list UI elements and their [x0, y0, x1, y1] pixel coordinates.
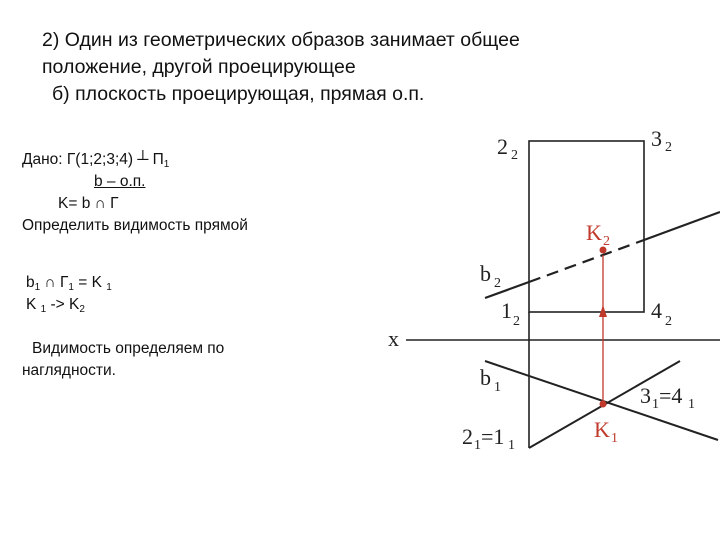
label-4-1-sub: 1: [688, 397, 695, 412]
note-line-2: наглядности.: [22, 362, 116, 379]
step2-k2-sub: 2: [79, 304, 85, 315]
step1-gamma-sub: 1: [68, 282, 74, 293]
label-x-axis: x: [388, 326, 399, 351]
note-line-1: Видимость определяем по: [32, 340, 225, 357]
title-line-1: 2) Один из геометрических образов занимает общее: [42, 29, 520, 51]
title-line-3: б) плоскость проецирующая, прямая о.п.: [52, 83, 425, 105]
title-line-2: положение, другой проецирующее: [42, 56, 356, 78]
label-3-1-sub: 1: [652, 397, 659, 412]
label-b1: b: [480, 365, 491, 390]
label-K2: K: [586, 220, 602, 245]
given-dano: Дано: Г(1;2;3;4): [22, 151, 138, 168]
step1-k: = K: [73, 274, 107, 291]
step2-k1: K: [26, 296, 41, 313]
step1-gamma: ∩ Г: [40, 274, 69, 291]
label-1-2-sub: 2: [513, 314, 520, 329]
given-line-4: Определить видимость прямой: [22, 217, 248, 234]
label-1-1-sub: 1: [508, 438, 515, 453]
step2-k2: -> K: [46, 296, 80, 313]
b2-line-hidden: [529, 240, 644, 282]
given-line-b: b – о.п.: [94, 173, 146, 190]
step1-b: b: [26, 274, 35, 291]
b2-line-visible-left: [485, 282, 529, 298]
given-pi-sub: 1: [163, 159, 170, 170]
label-4-2: 4: [651, 298, 662, 323]
given-pi: П: [148, 151, 164, 168]
given-line-3: K= b ∩ Г: [58, 195, 119, 212]
label-3-2-sub: 2: [665, 140, 672, 155]
label-K1: K: [594, 417, 610, 442]
projection-arrow-icon: [599, 305, 607, 317]
step1-k-sub: 1: [106, 282, 112, 293]
perpendicular-symbol: ┴: [137, 151, 149, 168]
step2-k1-sub: 1: [40, 304, 47, 315]
step1-b-sub: 1: [34, 282, 41, 293]
label-b1-sub: 1: [494, 380, 501, 395]
label-2-2: 2: [497, 134, 508, 159]
label-3-1: 3: [640, 383, 651, 408]
label-2-1: 2: [462, 424, 473, 449]
label-b2: b: [480, 261, 491, 286]
k1-point: [600, 401, 607, 408]
label-K1-sub: 1: [611, 431, 618, 446]
label-eq-1: =1: [481, 424, 505, 449]
label-K2-sub: 2: [603, 234, 610, 249]
label-eq-4: =4: [659, 383, 683, 408]
label-2-1-sub: 1: [474, 438, 481, 453]
label-b2-sub: 2: [494, 276, 501, 291]
label-2-2-sub: 2: [511, 148, 518, 163]
label-3-2: 3: [651, 126, 662, 151]
label-4-2-sub: 2: [665, 314, 672, 329]
b2-line-visible-right: [644, 212, 720, 240]
label-1-2: 1: [501, 298, 512, 323]
